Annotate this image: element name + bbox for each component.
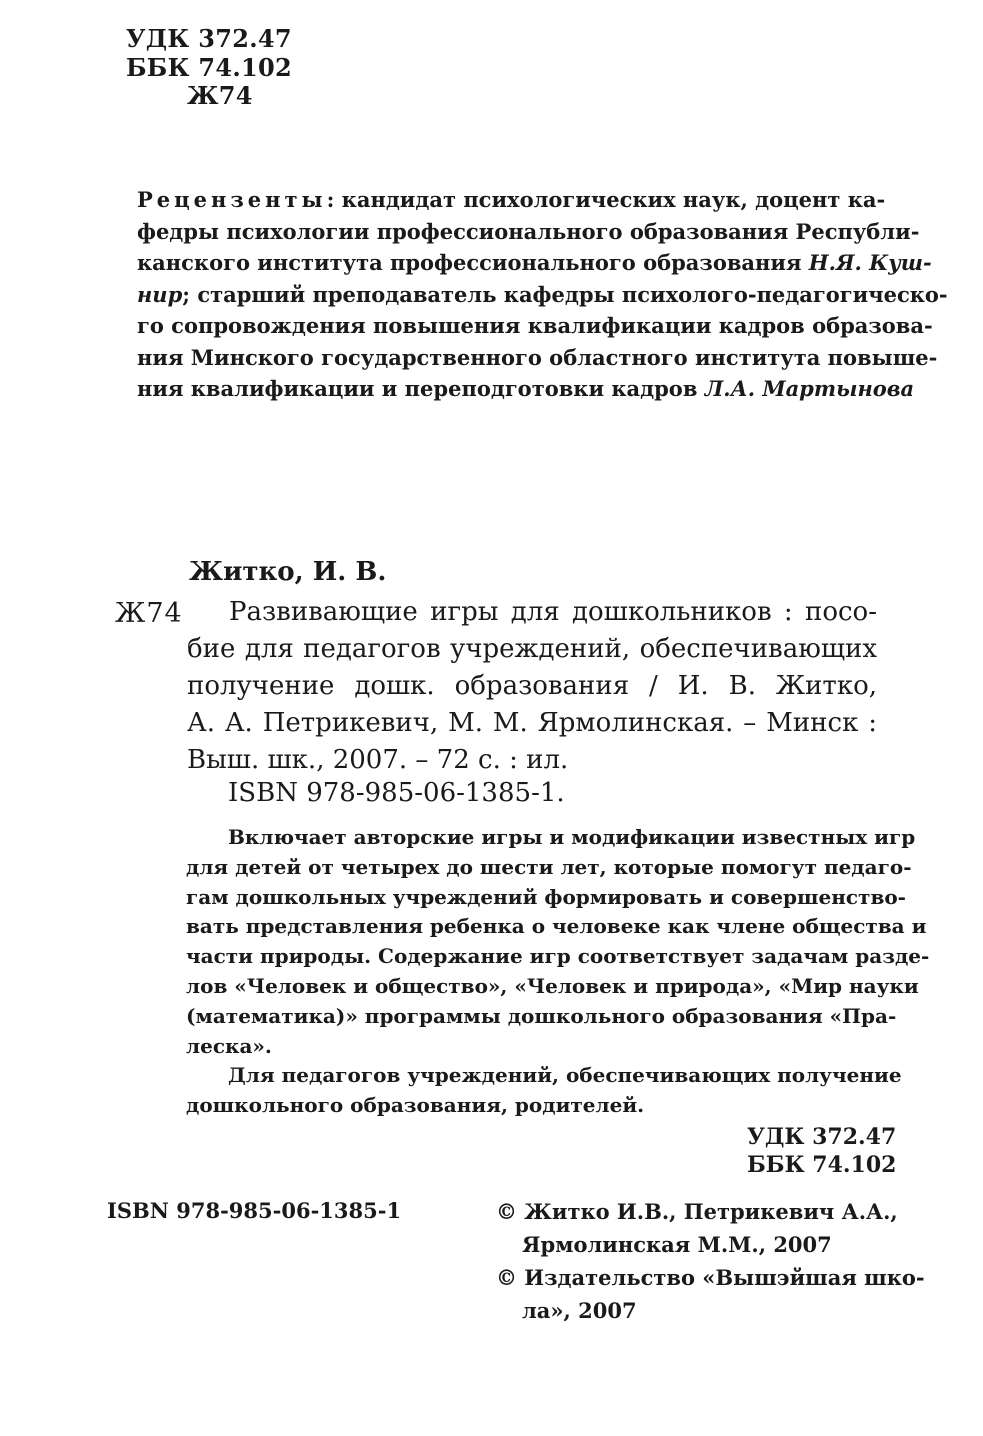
catalog-index: Ж74 — [115, 598, 183, 629]
footer-isbn: ISBN 978-985-06-1385-1 — [107, 1198, 402, 1223]
reviewers-line: канского института профессионального образования Н.Я. Куш- — [137, 250, 932, 275]
bbk-code: ББК 74.102 — [126, 53, 293, 82]
footer-bbk: ББК 74.102 — [747, 1152, 897, 1178]
description-line: бие для педагогов учреждений, обеспечивающих — [187, 634, 877, 664]
catalog-author: Житко, И. В. — [189, 557, 387, 587]
copyright-line: Ярмолинская М.М., 2007 — [522, 1232, 832, 1257]
reviewers-line: ния Минского государственного областного института повыше- — [137, 344, 938, 370]
udk-code: УДК 372.47 — [126, 24, 292, 53]
annotation-line: Для педагогов учреждений, обеспечивающих получение — [228, 1063, 902, 1088]
description-line: Развивающие игры для дошкольников : посо- — [229, 597, 877, 627]
annotation-block — [186, 823, 930, 1121]
reviewers-line: федры психологии профессионального образования Республи- — [137, 218, 920, 244]
annotation-line: гам дошкольных учреждений формировать и совершенство- — [186, 884, 906, 909]
reviewers-label: Рецензенты — [137, 187, 327, 212]
reviewer-name: Л.А. Мартынова — [704, 376, 915, 401]
reviewer-name: нир — [137, 281, 183, 307]
reviewers-line: го сопровождения повышения квалификации кадров образова- — [137, 313, 933, 338]
annotation-line: (математика)» программы дошкольного образования «Пра- — [186, 1003, 897, 1028]
description-line: получение дошк. образования / И. В. Житко, — [187, 671, 877, 701]
annotation-line: для детей от четырех до шести лет, которые помогут педаго- — [186, 854, 912, 879]
copyright-line: © Издательство «Вышэйшая шко- — [496, 1265, 925, 1290]
annotation-line: леска». — [186, 1033, 272, 1058]
copyright-line: ла», 2007 — [522, 1298, 637, 1323]
author-mark: Ж74 — [187, 81, 253, 110]
annotation-line: вать представления ребенка о человеке как члене общества и — [186, 914, 927, 939]
catalog-isbn: ISBN 978-985-06-1385-1. — [228, 778, 565, 808]
reviewer-name: Н.Я. Куш- — [808, 250, 932, 275]
copyright-line: © Житко И.В., Петрикевич А.А., — [496, 1199, 898, 1224]
reviewers-line: Рецензенты: кандидат психологических наук, доцент ка- — [137, 187, 886, 212]
annotation-line: дошкольного образования, родителей. — [186, 1093, 645, 1118]
catalog-description — [187, 594, 877, 779]
annotation-line: части природы. Содержание игр соответствует задачам разде- — [186, 944, 930, 969]
reviewers-line: нир; старший преподаватель кафедры психолого-педагогическо- — [137, 281, 948, 307]
reviewers-line: ния квалификации и переподготовки кадров Л.А. Мартынова — [137, 376, 915, 401]
description-line: А. А. Петрикевич, М. М. Ярмолинская. – Минск : — [187, 708, 877, 738]
reviewers-block — [137, 184, 948, 405]
footer-udk: УДК 372.47 — [747, 1124, 897, 1150]
description-line: Выш. шк., 2007. – 72 с. : ил. — [187, 745, 569, 775]
annotation-line: Включает авторские игры и модификации известных игр — [228, 825, 916, 849]
annotation-line: лов «Человек и общество», «Человек и природа», «Мир науки — [186, 973, 919, 998]
